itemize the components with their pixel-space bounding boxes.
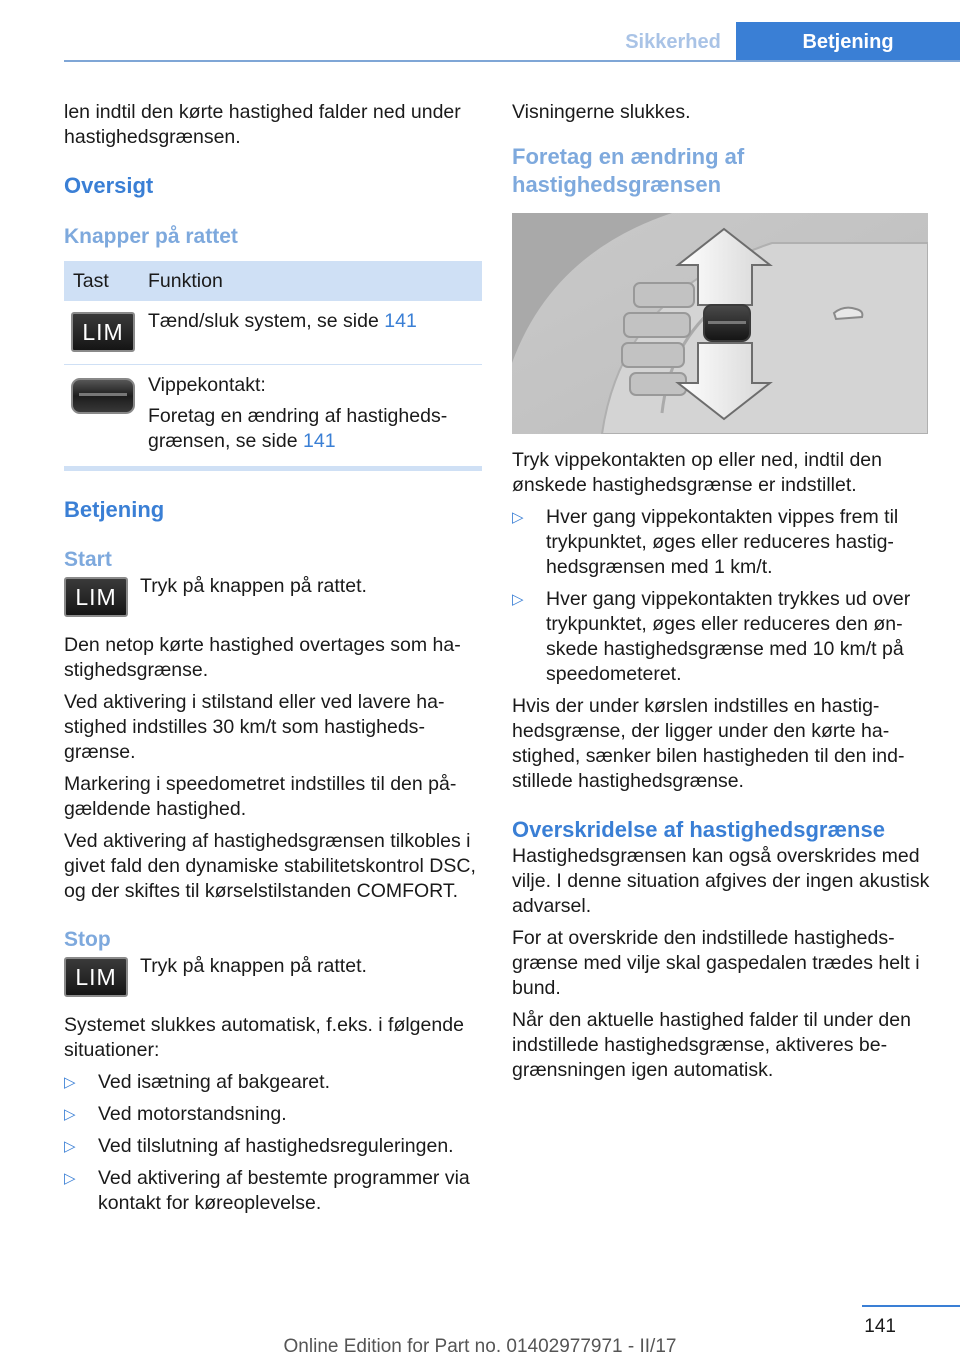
page-number: 141 [864, 1316, 896, 1337]
overskrid-paragraph: Når den aktuelle hastighed falder til under den indstillede hastighedsgrænse, aktiveres begrænsningen igen automatisk. [512, 1009, 911, 1081]
overskrid-paragraph: Hastighedsgrænsen kan også overskrides med vilje. I denne situation afgives der ingen akustisk advarsel. [512, 845, 930, 917]
header-tab-sikkerhed[interactable]: Sikkerhed [625, 30, 721, 53]
list-item: ▷ Ved motorstandsning. [64, 1103, 287, 1125]
header-tab-betjening[interactable]: Betjening [736, 22, 960, 62]
heading-knapper-paa-rattet: Knapper på rattet [64, 225, 238, 248]
stop-instruction: Tryk på knappen på rattet. [140, 955, 367, 977]
header-rule [64, 60, 960, 62]
heading-foretag-aendring: Foretag en ændring af hastighedsgrænsen [512, 144, 745, 197]
triangle-bullet-icon: ▷ [64, 1074, 76, 1091]
lim-button-icon: LIM [71, 312, 135, 352]
edition-text: Online Edition for Part no. 01402977971 - II/17 [283, 1336, 677, 1357]
table-header [64, 261, 482, 301]
buttons-table [64, 261, 482, 471]
change-bullet-list [512, 505, 930, 687]
change-text: Tryk vippekontakten op eller ned, indtil den ønskede hastighedsgrænse er indstillet. [512, 449, 882, 496]
rocker-switch-icon [71, 376, 135, 416]
heading-betjening: Betjening [64, 497, 165, 522]
start-paragraph: Markering i speedometret indstilles til den pågældende hastighed. [64, 773, 457, 820]
table-row-title: Vippekontakt: [148, 374, 266, 396]
heading-overskridelse: Overskridelse af hastighedsgrænse [512, 817, 885, 842]
page-link[interactable]: 141 [303, 430, 336, 452]
overskrid-paragraph: For at overskride den indstillede hastighedsgrænse med vilje skal gaspedalen trædes helt i bund. [512, 927, 920, 999]
triangle-bullet-icon: ▷ [64, 1138, 76, 1155]
start-paragraph: Ved aktivering i stilstand eller ved lavere hastighed indstilles 30 km/t som hastighedsgrænse. [64, 691, 445, 763]
heading-stop: Stop [64, 928, 111, 951]
stop-instruction-block [64, 954, 482, 997]
list-item: ▷ Ved isætning af bakgearet. [64, 1071, 330, 1093]
stop-paragraph: Systemet slukkes automatisk, f.eks. i følgende situationer: [64, 1014, 464, 1061]
start-paragraph: Den netop kørte hastighed overtages som hastighedsgrænse. [64, 634, 461, 681]
table-header-funktion: Funktion [148, 269, 223, 292]
start-instruction-block [64, 574, 482, 617]
first-text: Visningerne slukkes. [512, 101, 691, 123]
right-column [512, 100, 930, 1090]
list-item: ▷ Hver gang vippekontakten trykkes ud over trykpunktet, øges eller reduceres den ønskede hastighedsgrænse med 10 km/t på speedometeret. [512, 588, 911, 685]
stop-bullet-list [64, 1070, 482, 1216]
table-row-text: Tænd/sluk system, se side 141 [148, 310, 417, 332]
page-link[interactable]: 141 [384, 310, 417, 332]
heading-start: Start [64, 548, 112, 571]
change-after-text: Hvis der under kørslen indstilles en hastighedsgrænse, der ligger under den kørte hastighed, sænker bilen hastigheden til den indstillede hastighedsgrænse. [512, 695, 905, 792]
table-row [64, 365, 482, 466]
heading-oversigt: Oversigt [64, 173, 154, 198]
footer-rule [862, 1305, 960, 1307]
list-item: ▷ Ved tilslutning af hastighedsreguleringen. [64, 1135, 454, 1157]
start-paragraph: Ved aktivering af hastighedsgrænsen tilkobles i givet fald den dynamiske stabilitetskontrol DSC, og der skiftes til kørselstilstanden COMFORT. [64, 830, 476, 902]
intro-text: len indtil den kørte hastighed falder ned under hastighedsgrænsen. [64, 101, 461, 148]
steering-wheel-rocker-photo [512, 213, 928, 434]
triangle-bullet-icon: ▷ [512, 509, 524, 526]
start-instruction: Tryk på knappen på rattet. [140, 575, 367, 597]
table-header-tast: Tast [73, 269, 109, 292]
list-item: ▷ Hver gang vippekontakten vippes frem til trykpunktet, øges eller reduceres hastighedsgrænsen med 1 km/t. [512, 506, 899, 578]
table-row-text: Foretag en ændring af hastighedsgrænsen, se side 141 [148, 405, 448, 452]
triangle-bullet-icon: ▷ [64, 1106, 76, 1123]
triangle-bullet-icon: ▷ [512, 591, 524, 608]
list-item: ▷ Ved aktivering af bestemte programmer via kontakt for køreoplevelse. [64, 1167, 470, 1214]
table-row [64, 301, 482, 365]
lim-button-icon: LIM [64, 957, 128, 997]
lim-button-icon: LIM [64, 577, 128, 617]
triangle-bullet-icon: ▷ [64, 1170, 76, 1187]
left-column [64, 100, 482, 1223]
